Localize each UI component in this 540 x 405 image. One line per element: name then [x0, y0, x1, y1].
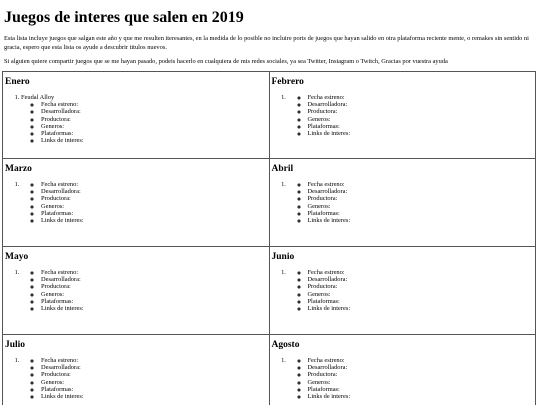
- game-title: Feudal Alloy: [21, 94, 55, 101]
- detail-generos: ◦ Generos:: [308, 203, 536, 210]
- game-list: [272, 357, 536, 400]
- month-row: [3, 247, 536, 335]
- game-item: [21, 269, 269, 312]
- detail-plataformas: ◦ Plataformas:: [41, 386, 269, 393]
- game-details: [21, 181, 269, 224]
- detail-desarrolladora: ◦ Desarrolladora:: [41, 364, 269, 371]
- detail-productora: ◦ Productora:: [308, 283, 536, 290]
- detail-fecha: ◦ 1. Fecha estreno:: [308, 94, 536, 101]
- detail-desarrolladora: ◦ Desarrolladora:: [308, 276, 536, 283]
- detail-desarrolladora: ◦ Desarrolladora:: [41, 276, 269, 283]
- detail-generos: ◦ Generos:: [308, 379, 536, 386]
- detail-desarrolladora: ◦ Desarrolladora:: [41, 188, 269, 195]
- intro: [4, 35, 534, 73]
- detail-links: ◦ Links de interes:: [41, 137, 269, 144]
- detail-links: ◦ Links de interes:: [41, 305, 269, 312]
- month-cell: [269, 247, 536, 335]
- game-item: [288, 357, 536, 400]
- detail-links: ◦ Links de interes:: [41, 393, 269, 400]
- month-heading: Enero: [5, 77, 30, 87]
- detail-productora: ◦ Productora:: [41, 116, 269, 123]
- intro-paragraph-1: Esta lista incluye juegos que salgan este año y que me resulten iteresantes, en la medida de lo posible no incluire ports de juegos que hayan salido en otra plataforma reciente mente, o remakes sin sentido ni gracia, espero que esta lista os ayude a descubrir titulos nuevos.: [4, 35, 529, 51]
- detail-generos: ◦ Generos:: [41, 203, 269, 210]
- detail-links: ◦ Links de interes:: [308, 217, 536, 224]
- detail-links: ◦ Links de interes:: [308, 393, 536, 400]
- game-details: [21, 357, 269, 400]
- month-cell: [269, 159, 536, 247]
- detail-desarrolladora: ◦ Desarrolladora:: [308, 188, 536, 195]
- detail-links: ◦ Links de interes:: [41, 217, 269, 224]
- detail-productora: ◦ Productora:: [41, 371, 269, 378]
- detail-fecha: ◦ 1. Fecha estreno:: [308, 181, 536, 188]
- detail-fecha: ◦ Fecha estreno:: [41, 101, 269, 108]
- game-details: [288, 357, 536, 400]
- game-item: [288, 94, 536, 137]
- month-heading: Mayo: [5, 252, 29, 262]
- detail-productora: ◦ Productora:: [308, 108, 536, 115]
- month-row: [3, 159, 536, 247]
- game-item: [21, 94, 269, 144]
- game-details: [21, 269, 269, 312]
- detail-plataformas: ◦ Plataformas:: [41, 210, 269, 217]
- month-row: [3, 335, 536, 405]
- detail-plataformas: ◦ Plataformas:: [41, 298, 269, 305]
- month-heading: Junio: [271, 252, 295, 262]
- detail-desarrolladora: ◦ Desarrolladora:: [41, 108, 269, 115]
- month-cell: [3, 159, 270, 247]
- intro-paragraph-2: Si alguien quiere compartir juegos que se me hayan pasado, podeis hacerlo en cualquiera de mis redes sociales, ya sea Twitter, Instagram o Twitch, Gracias por vuestra ayuda: [4, 58, 448, 65]
- month-cell: [3, 335, 270, 405]
- detail-desarrolladora: ◦ Desarrolladora:: [308, 364, 536, 371]
- game-list: [5, 357, 269, 400]
- month-cell: [3, 72, 270, 159]
- detail-generos: ◦ Generos:: [41, 123, 269, 130]
- detail-productora: ◦ Productora:: [308, 195, 536, 202]
- game-details: [288, 269, 536, 312]
- detail-fecha: ◦ 1. Fecha estreno:: [41, 269, 269, 276]
- month-row: [3, 72, 536, 159]
- detail-desarrolladora: ◦ Desarrolladora:: [308, 101, 536, 108]
- month-heading: Agosto: [271, 340, 300, 350]
- detail-plataformas: ◦ Plataformas:: [308, 298, 536, 305]
- game-list: [272, 181, 536, 224]
- month-heading: Julio: [5, 340, 26, 350]
- month-cell: [269, 335, 536, 405]
- game-list: [272, 94, 536, 137]
- detail-generos: ◦ Generos:: [41, 379, 269, 386]
- detail-plataformas: ◦ Plataformas:: [308, 210, 536, 217]
- game-details: [288, 94, 536, 137]
- month-cell: [3, 247, 270, 335]
- detail-fecha: ◦ 1. Fecha estreno:: [41, 181, 269, 188]
- game-list: [5, 181, 269, 224]
- detail-fecha: ◦ 1. Fecha estreno:: [41, 357, 269, 364]
- month-cell: [269, 72, 536, 159]
- detail-links: ◦ Links de interes:: [308, 305, 536, 312]
- game-list: [5, 94, 269, 144]
- detail-productora: ◦ Productora:: [308, 371, 536, 378]
- game-details: [21, 101, 269, 144]
- game-list: [5, 269, 269, 312]
- detail-productora: ◦ Productora:: [41, 283, 269, 290]
- detail-generos: ◦ Generos:: [41, 291, 269, 298]
- page-title: Juegos de interes que salen en 2019: [4, 9, 244, 26]
- detail-generos: ◦ Generos:: [308, 116, 536, 123]
- detail-fecha: ◦ 1. Fecha estreno:: [308, 357, 536, 364]
- detail-plataformas: ◦ Plataformas:: [308, 123, 536, 130]
- game-item: [288, 181, 536, 224]
- game-item: [21, 357, 269, 400]
- month-heading: Febrero: [271, 77, 304, 87]
- detail-plataformas: ◦ Plataformas:: [308, 386, 536, 393]
- month-heading: Marzo: [5, 164, 32, 174]
- game-list: [272, 269, 536, 312]
- game-item: [21, 181, 269, 224]
- detail-plataformas: ◦ Plataformas:: [41, 130, 269, 137]
- game-details: [288, 181, 536, 224]
- detail-productora: ◦ Productora:: [41, 195, 269, 202]
- game-item: [288, 269, 536, 312]
- detail-generos: ◦ Generos:: [308, 291, 536, 298]
- detail-fecha: ◦ 1. Fecha estreno:: [308, 269, 536, 276]
- month-heading: Abril: [271, 164, 294, 174]
- months-table: [2, 71, 536, 405]
- detail-links: ◦ Links de interes:: [308, 130, 536, 137]
